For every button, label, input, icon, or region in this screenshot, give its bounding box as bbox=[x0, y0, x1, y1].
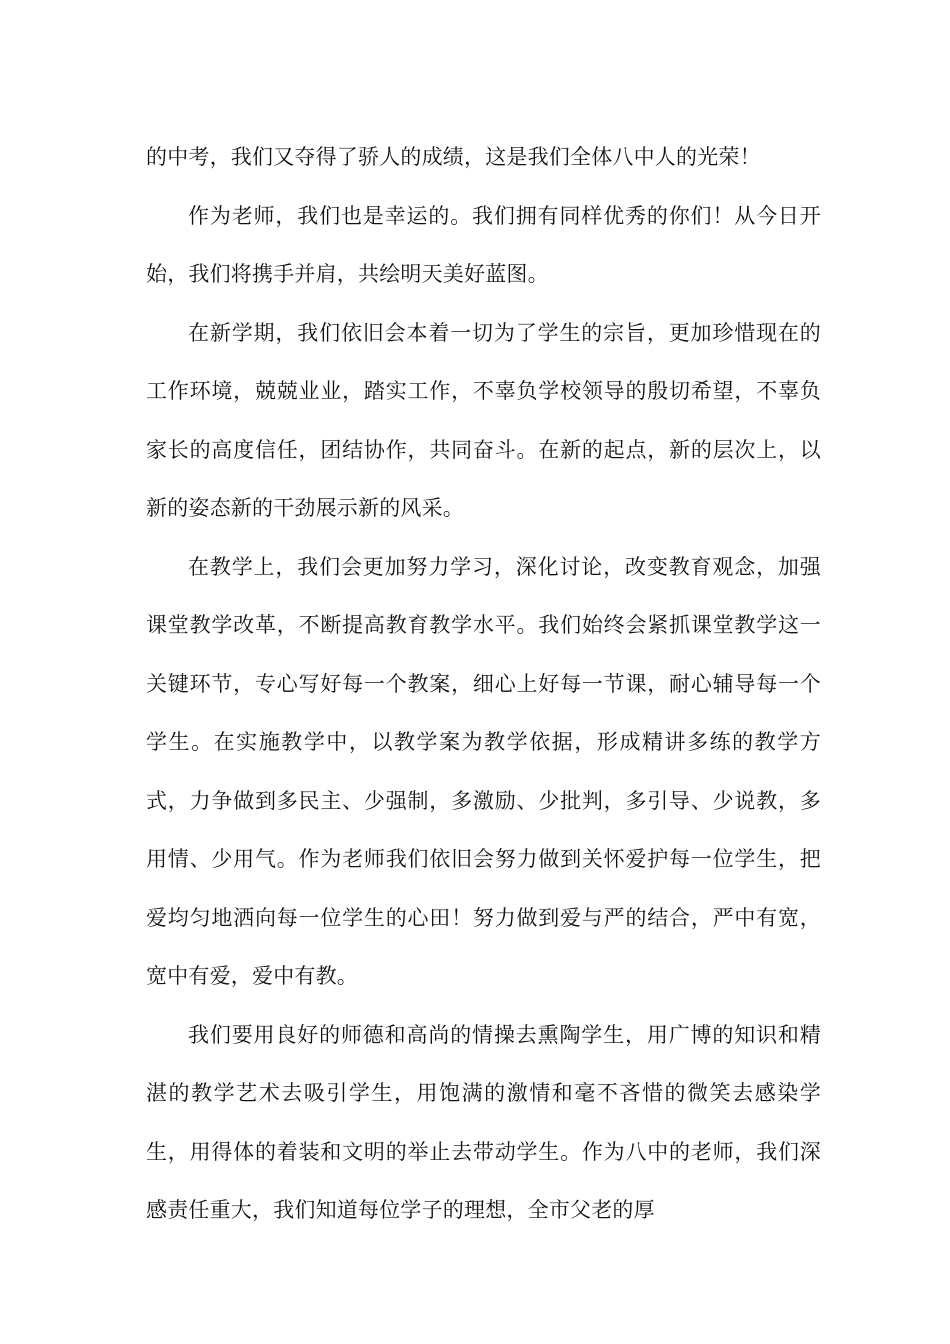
paragraph-ethics: 我们要用良好的师德和高尚的情操去熏陶学生，用广博的知识和精湛的教学艺术去吸引学生，用饱满的激情和毫不吝惜的微笑去感染学生，用得体的着装和文明的举止去带动学生。作为八中的老师，我们深感责任重大，我们知道每位学子的理想，全市父老的厚 bbox=[146, 1022, 821, 1222]
paragraph-new-semester: 在新学期，我们依旧会本着一切为了学生的宗旨，更加珍惜现在的工作环境，兢兢业业，踏实工作，不辜负学校领导的殷切希望，不辜负家长的高度信任，团结协作，共同奋斗。在新的起点，新的层次上，以新的姿态新的干劲展示新的风采。 bbox=[146, 320, 821, 520]
document-body bbox=[146, 128, 821, 1240]
paragraph-continuation: 的中考，我们又夺得了骄人的成绩，这是我们全体八中人的光荣！ bbox=[146, 145, 761, 169]
paragraph-teacher-fortune: 作为老师，我们也是幸运的。我们拥有同样优秀的你们！从今日开始，我们将携手并肩，共绘明天美好蓝图。 bbox=[146, 203, 821, 286]
paragraph-teaching: 在教学上，我们会更加努力学习，深化讨论，改变教育观念，加强课堂教学改革，不断提高教育教学水平。我们始终会紧抓课堂教学这一关键环节，专心写好每一个教案，细心上好每一节课，耐心辅导每一个学生。在实施教学中，以教学案为教学依据，形成精讲多练的教学方式，力争做到多民主、少强制，多激励、少批判，多引导、少说教，多用情、少用气。作为老师我们依旧会努力做到关怀爱护每一位学生，把爱均匀地洒向每一位学生的心田！努力做到爱与严的结合，严中有宽，宽中有爱，爱中有教。 bbox=[146, 554, 821, 988]
